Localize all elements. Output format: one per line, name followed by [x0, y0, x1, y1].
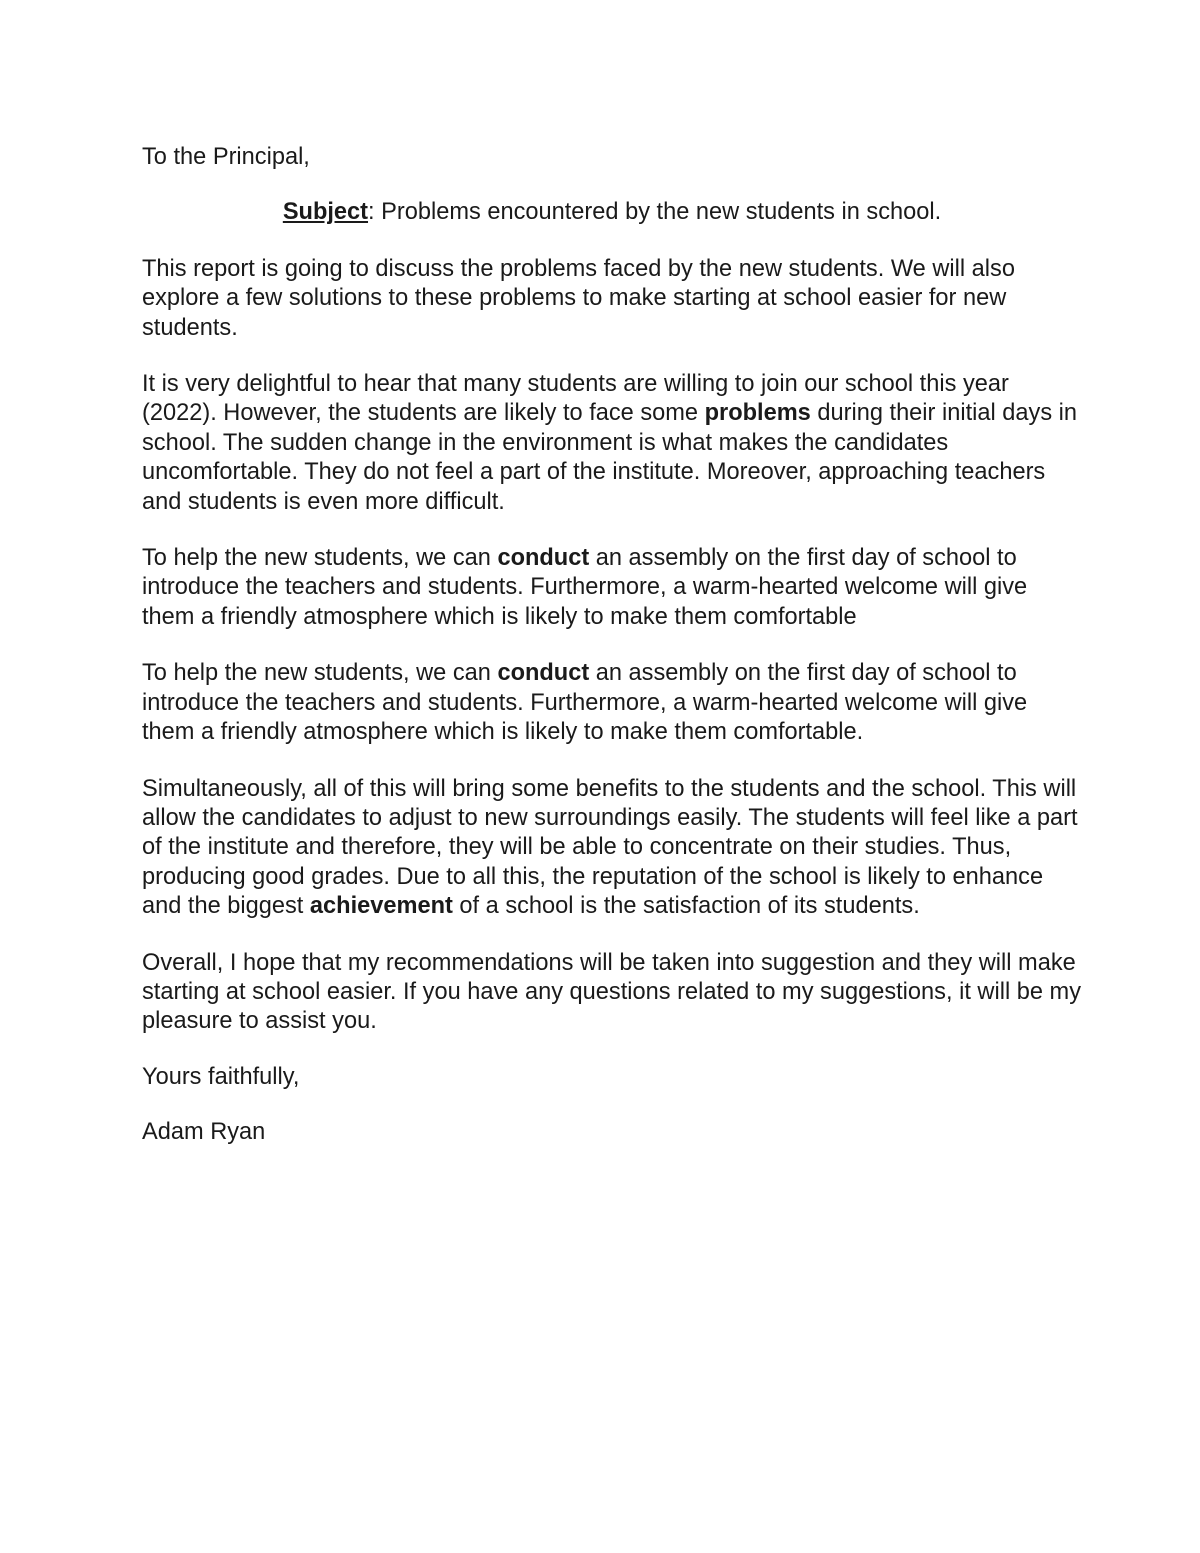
- subject-label: Subject: [282, 199, 369, 226]
- paragraph-text: It is very delightful to hear that many students are willing to join our school this year (2022). However, the students are likely to face some: [142, 371, 1009, 427]
- letter-body: [142, 143, 1082, 1148]
- paragraph-benefits: [142, 775, 1082, 922]
- salutation: To the Principal,: [142, 144, 310, 170]
- paragraph-problems: [142, 370, 1082, 517]
- paragraph-solutions-repeat: [142, 659, 1082, 747]
- emphasis-achievement: achievement: [309, 893, 453, 920]
- paragraph-text: To help the new students, we can: [142, 660, 498, 687]
- paragraph-solutions: [142, 544, 1082, 632]
- subject-line: [142, 198, 1082, 227]
- closing: Yours faithfully,: [142, 1063, 300, 1090]
- paragraph-text: an assembly on the first day of school to introduce the teachers and students. Furthermore, a warm-hearted welcome will give them a friendly atmosphere which is likely to make them comfortable: [142, 545, 1028, 630]
- emphasis-conduct: conduct: [497, 660, 590, 687]
- emphasis-conduct: conduct: [497, 545, 590, 572]
- paragraph-text: To help the new students, we can: [142, 545, 498, 572]
- paragraph-text: Simultaneously, all of this will bring some benefits to the students and the school. This will allow the candidates to adjust to new surroundings easily. The students will feel like a part of the institute and therefore, they will be able to concentrate on their studies. Thus, producing good grades. Due to all this, the reputation of the school is likely to enhance and the biggest: [142, 775, 1078, 920]
- emphasis-problems: problems: [704, 400, 811, 427]
- subject-text: : Problems encountered by the new students in school.: [368, 199, 942, 226]
- signature: Adam Ryan: [142, 1119, 266, 1146]
- paragraph-introduction: This report is going to discuss the problems faced by the new students. We will also explore a few solutions to these problems to make starting at school easier for new students.: [142, 255, 1015, 341]
- paragraph-text: of a school is the satisfaction of its students.: [452, 893, 920, 920]
- paragraph-text: during their initial days in school. The sudden change in the environment is what makes the candidates uncomfortable. They do not feel a part of the institute. Moreover, approaching teachers and students is even more difficult.: [142, 400, 1078, 515]
- paragraph-text: an assembly on the first day of school to introduce the teachers and students. Furthermore, a warm-hearted welcome will give them a friendly atmosphere which is likely to make them comfortable.: [142, 660, 1028, 746]
- paragraph-conclusion: Overall, I hope that my recommendations will be taken into suggestion and they will make starting at school easier. If you have any questions related to my suggestions, it will be my pleasure to assist you.: [142, 949, 1081, 1035]
